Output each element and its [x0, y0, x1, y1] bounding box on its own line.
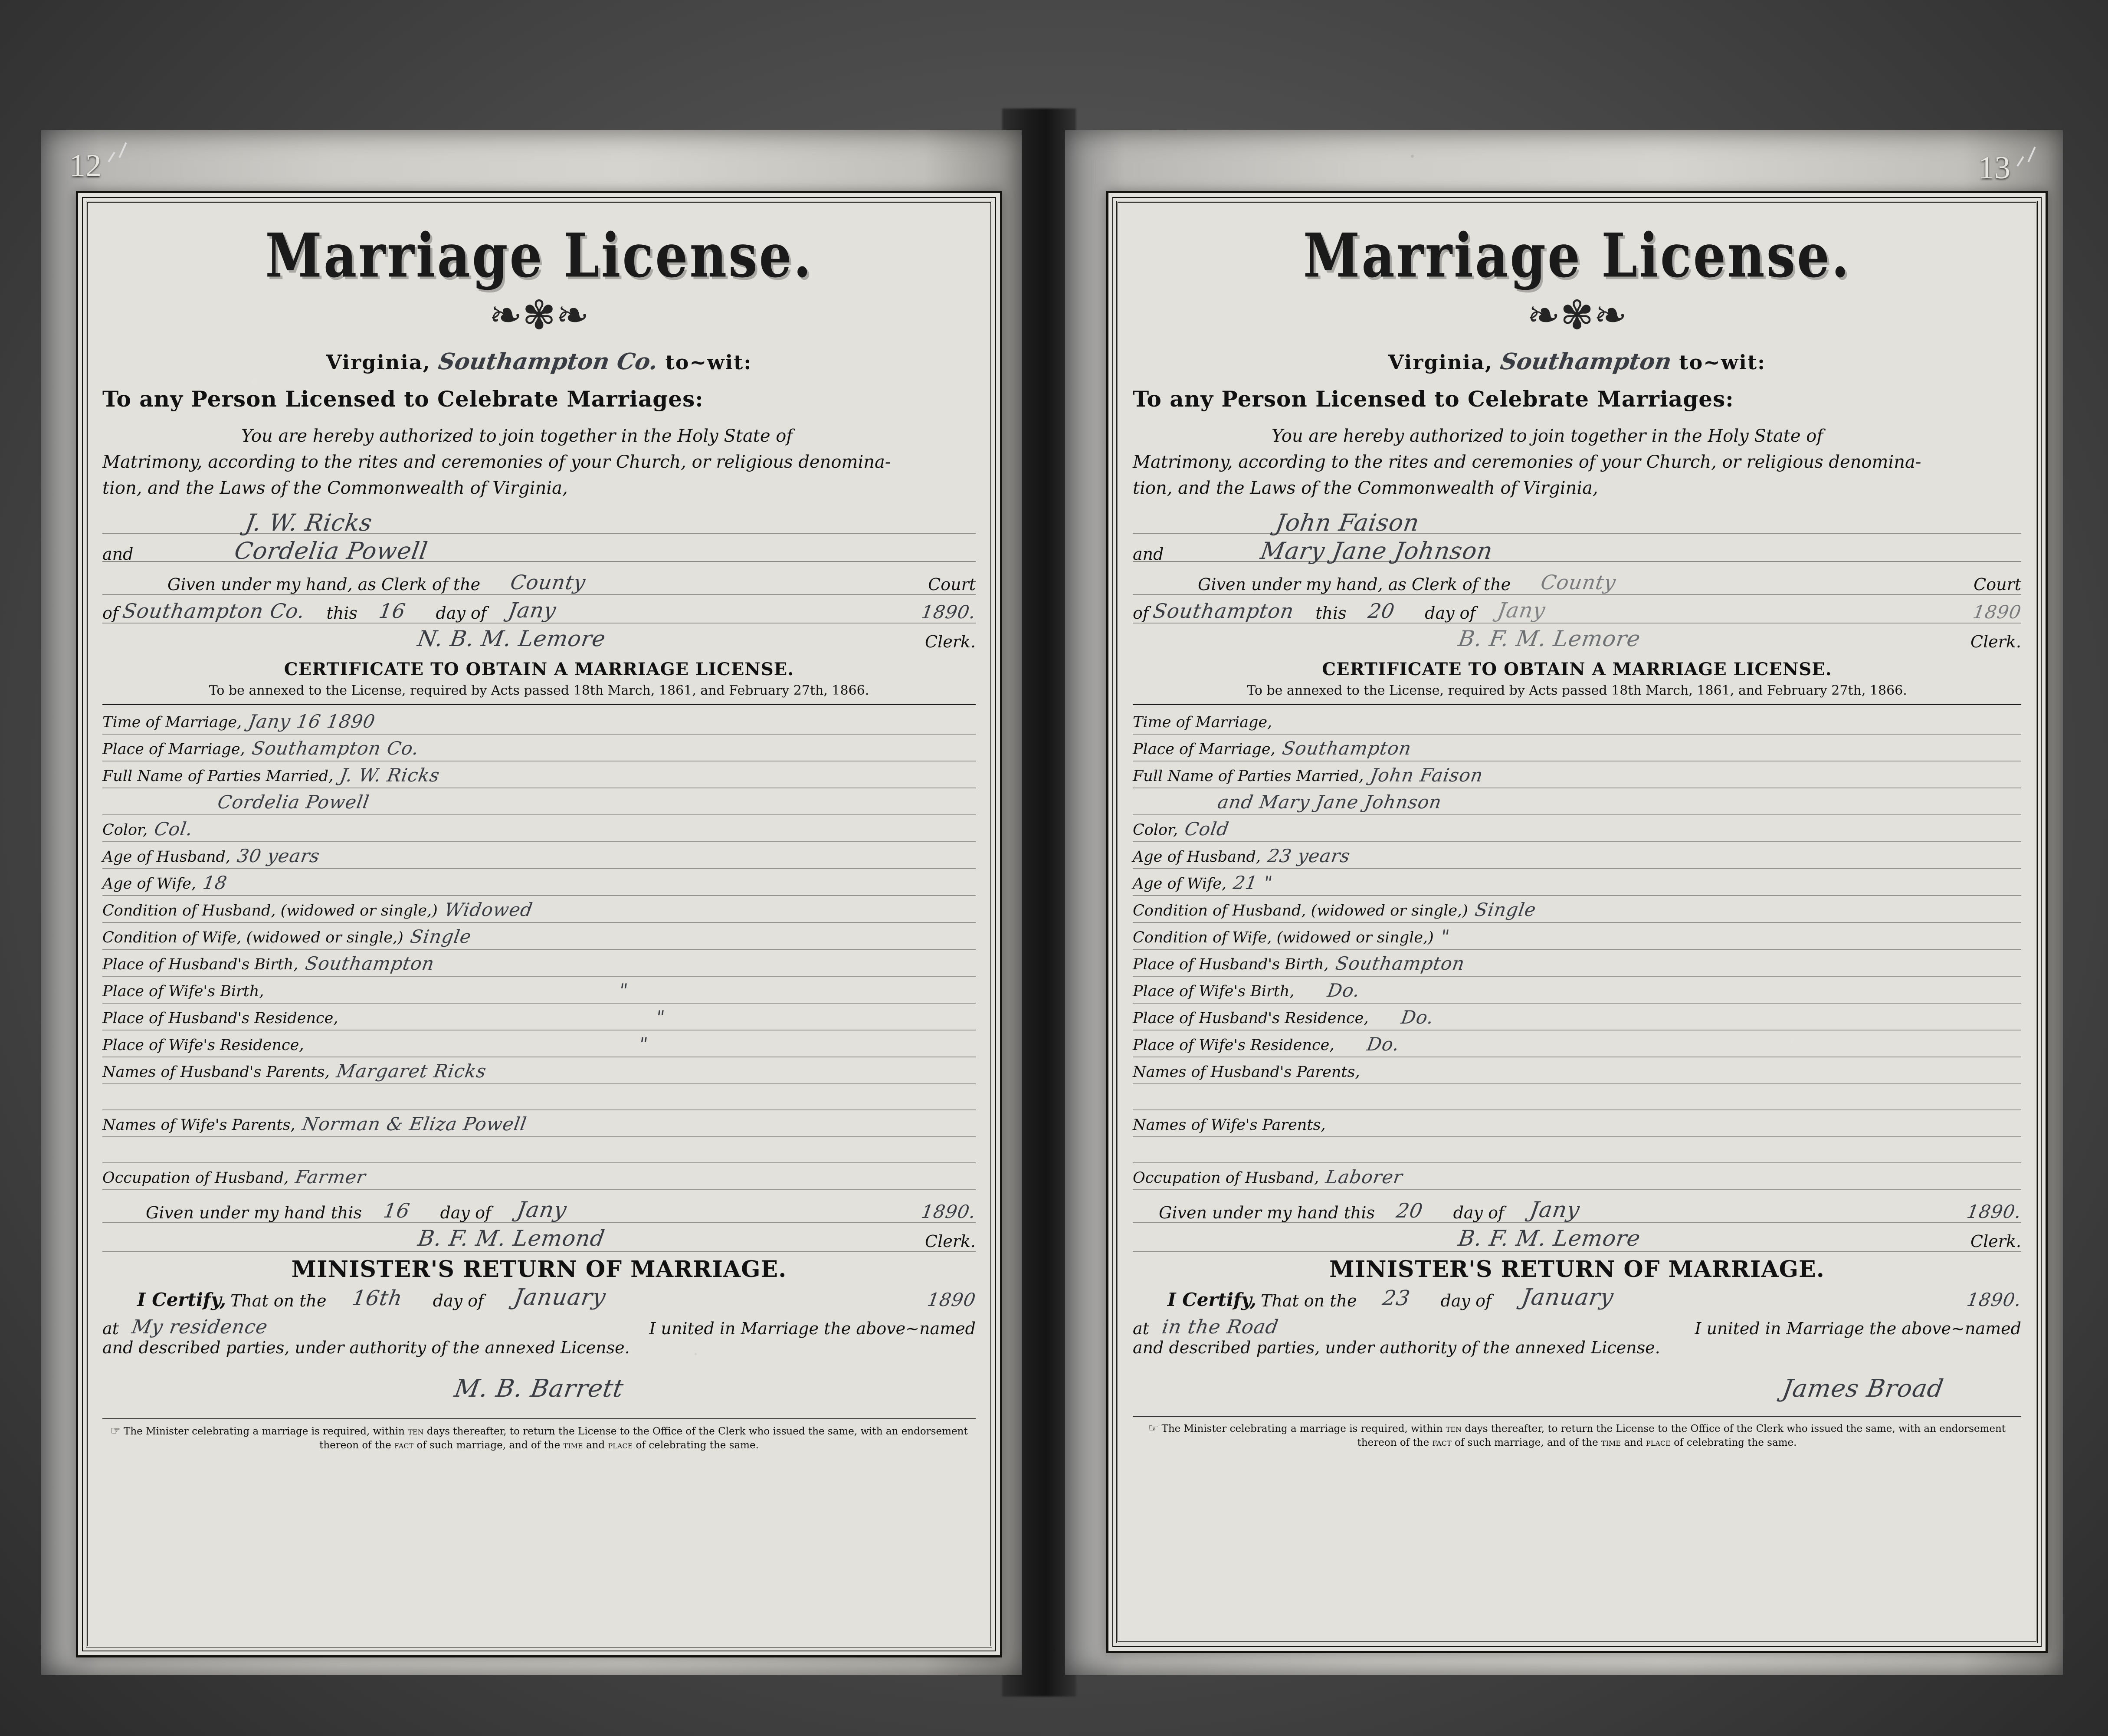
clerk-signature-right: B. F. M. Lemore [1456, 626, 1642, 651]
clerk-label-left: Clerk. [925, 632, 976, 651]
ministers-return-heading-left: MINISTER'S RETURN OF MARRIAGE. [291, 1256, 787, 1283]
value-age-husband-right: 23 years [1266, 845, 1352, 866]
return-month-right: January [1520, 1284, 1616, 1310]
minister-signature-line-right [1133, 1375, 2021, 1403]
label-parents-husband-left: Names of Husband's Parents, [102, 1063, 330, 1081]
clerk-signature-line-right [1133, 624, 2021, 651]
pointer-icon-right: ☞ [1148, 1421, 1159, 1435]
court-type-right: County [1539, 570, 1618, 594]
value-occupation-husband-left: Farmer [294, 1166, 368, 1188]
label-birth-husband-left: Place of Husband's Birth, [102, 955, 298, 973]
footnote-d-left: of such marriage, and of the [416, 1439, 561, 1451]
label-age-husband-right: Age of Husband, [1133, 848, 1261, 866]
return-year-right: 1890. [1965, 1289, 2023, 1310]
bride-name-line-right [1133, 534, 2021, 562]
value-condition-husband-left: Widowed [443, 899, 534, 920]
footnote-d-right: of such marriage, and of the [1455, 1437, 1598, 1448]
described-parties-right: and described parties, under authority of the annexed License. [1133, 1338, 1660, 1357]
row-full-names-right [1133, 762, 2021, 788]
bride-name-left: Cordelia Powell [233, 537, 430, 564]
given-under-hand-label-right: Given under my hand, as Clerk of the [1198, 574, 1511, 594]
label-condition-husband-left: Condition of Husband, (widowed or single,) [102, 902, 438, 919]
to-any-person-left: To any Person Licensed to Celebrate Marriages: [102, 386, 704, 412]
footnote-time-left: time [563, 1439, 583, 1451]
return-place-line-left [102, 1310, 976, 1338]
row-parents-wife-blank-right [1133, 1137, 2021, 1163]
cert-given-day-left: 16 [381, 1198, 412, 1222]
footnote-and-right: and [1624, 1437, 1643, 1448]
row-parents-wife-blank-left [102, 1137, 976, 1163]
row-place-of-marriage-left [102, 735, 976, 761]
license-title-left: Marriage License. [265, 220, 813, 291]
license-title-right: Marriage License. [1303, 220, 1851, 291]
groom-name-left: J. W. Ricks [243, 509, 374, 536]
row-age-husband-left [102, 843, 976, 869]
at-label-left: at [102, 1319, 119, 1338]
pointer-icon-left: ☞ [110, 1424, 121, 1437]
value-time-of-marriage-left: Jany 16 1890 [247, 710, 377, 732]
label-condition-wife-right: Condition of Wife, (widowed or single,) [1133, 929, 1434, 946]
return-day-right: 23 [1381, 1286, 1412, 1310]
cert-clerk-signature-right: B. F. M. Lemore [1456, 1225, 1642, 1251]
label-residence-husband-right: Place of Husband's Residence, [1133, 1009, 1369, 1027]
court-type-left: County [508, 570, 588, 594]
bride-name-right: Mary Jane Johnson [1259, 537, 1495, 564]
certificate-heading-right: CERTIFICATE TO OBTAIN A MARRIAGE LICENSE. [1322, 659, 1832, 679]
clerk-label-right: Clerk. [1970, 632, 2022, 651]
row-birth-husband-left [102, 951, 976, 977]
license-body-right [1133, 423, 2021, 501]
license-body-line3-right: tion, and the Laws of the Commonwealth of Virginia, [1133, 478, 1598, 498]
label-condition-husband-right: Condition of Husband, (widowed or single,) [1133, 902, 1468, 919]
label-residence-wife-right: Place of Wife's Residence, [1133, 1036, 1334, 1054]
bride-name-line-left [102, 534, 976, 562]
footnote-ten-left: ten [408, 1425, 424, 1437]
clerk-county-date-line-left [102, 595, 976, 624]
clerk-county-left: Southampton Co. [121, 599, 307, 623]
virginia-line-right [1133, 348, 2021, 375]
given-under-hand-line-left [102, 566, 976, 595]
groom-name-right: John Faison [1274, 509, 1422, 536]
label-birth-wife-left: Place of Wife's Birth, [102, 982, 264, 1000]
label-parents-wife-left: Names of Wife's Parents, [102, 1116, 295, 1134]
label-occupation-husband-right: Occupation of Husband, [1133, 1169, 1319, 1187]
folio-check-mark-left [104, 143, 130, 169]
footnote-place-left: place [608, 1439, 633, 1451]
row-parents-husband-right [1133, 1058, 2021, 1084]
row-age-wife-right [1133, 870, 2021, 896]
label-occupation-husband-left: Occupation of Husband, [102, 1169, 289, 1187]
cert-clerk-signature-left: B. F. M. Lemond [416, 1225, 607, 1251]
this-label-right: this [1315, 603, 1347, 623]
row-condition-husband-left [102, 897, 976, 923]
row-residence-wife-right [1133, 1031, 2021, 1057]
footnote-fact-left: fact [394, 1439, 414, 1451]
value-color-right: Cold [1183, 818, 1231, 840]
return-day-left: 16th [351, 1286, 405, 1310]
row-time-of-marriage-right [1133, 709, 2021, 735]
label-age-husband-left: Age of Husband, [102, 848, 231, 866]
clerk-signature-line-left [102, 624, 976, 651]
given-under-hand-label-left: Given under my hand, as Clerk of the [167, 574, 481, 594]
license-year-right: 1890 [1971, 601, 2023, 623]
row-residence-husband-right [1133, 1004, 2021, 1030]
return-day-of-label-right: day of [1440, 1291, 1492, 1310]
label-residence-wife-left: Place of Wife's Residence, [102, 1036, 304, 1054]
marriage-license-left [76, 191, 1002, 1657]
towit-label-left: to~wit: [665, 350, 752, 374]
value-condition-wife-right: " [1439, 925, 1452, 947]
footnote-a-right: The Minister celebrating a marriage is required, within [1161, 1423, 1443, 1434]
value-condition-husband-right: Single [1473, 899, 1538, 920]
cert-day-of-label-right: day of [1453, 1203, 1505, 1222]
footnote-left [102, 1424, 976, 1452]
license-body-line2-right: Matrimony, according to the rites and ceremonies of your Church, or religious denomina- [1133, 452, 1921, 472]
given-under-hand-this-label-left: Given under my hand this [146, 1203, 362, 1222]
label-place-of-marriage-left: Place of Marriage, [102, 740, 245, 758]
row-residence-husband-left [102, 1004, 976, 1030]
row-color-right [1133, 816, 2021, 842]
license-body-line3-left: tion, and the Laws of the Commonwealth of Virginia, [102, 478, 568, 498]
virginia-label-right: Virginia, [1388, 350, 1493, 374]
value-age-wife-left: 18 [201, 872, 229, 893]
right-border-inner [1112, 197, 2042, 1647]
footnote-c-right: thereon of the [1357, 1437, 1429, 1448]
cert-given-month-left: Jany [515, 1197, 569, 1222]
return-year-left: 1890 [926, 1289, 977, 1310]
of-label-left: of [102, 603, 118, 623]
value-parents-wife-left: Norman & Eliza Powell [300, 1113, 528, 1135]
row-full-names-left [102, 762, 976, 788]
divider-right [1133, 704, 2021, 705]
minister-signature-left: M. B. Barrett [452, 1374, 626, 1403]
footnote-fact-right: fact [1432, 1437, 1452, 1448]
county-value-left: Southampton Co. [436, 348, 660, 375]
label-color-left: Color, [102, 821, 148, 839]
footnote-time-right: time [1601, 1437, 1621, 1448]
i-certify-label-right: I Certify, [1167, 1289, 1256, 1310]
cert-given-year-left: 1890. [919, 1201, 977, 1222]
right-border-inner2 [1116, 201, 2038, 1643]
given-under-hand-this-line-right [1133, 1195, 2021, 1223]
label-full-names-left: Full Name of Parties Married, [102, 767, 334, 785]
folio-number-left: 12 [69, 148, 102, 184]
value-residence-wife-left: " [637, 1033, 649, 1055]
row-condition-wife-right [1133, 924, 2021, 950]
virginia-label-left: Virginia, [326, 350, 431, 374]
row-parents-wife-left [102, 1111, 976, 1137]
certificate-heading-left: CERTIFICATE TO OBTAIN A MARRIAGE LICENSE. [284, 659, 794, 679]
footer-divider-left [102, 1418, 976, 1419]
value-age-husband-left: 30 years [236, 845, 321, 866]
footnote-b-right: days thereafter, to return the License to the Office of the Clerk who issued the same, with an endorsement [1465, 1423, 2006, 1434]
value-place-of-marriage-right: Southampton [1280, 737, 1413, 759]
footnote-b-left: days thereafter, to return the License to the Office of the Clerk who issued the same, with an endorsement [426, 1425, 968, 1437]
value-condition-wife-left: Single [408, 925, 473, 947]
row-parents-husband-blank-left [102, 1084, 976, 1110]
row-occupation-husband-left [102, 1164, 976, 1190]
label-parents-wife-right: Names of Wife's Parents, [1133, 1116, 1326, 1134]
cert-given-year-right: 1890. [1965, 1201, 2023, 1222]
row-parents-wife-right [1133, 1111, 2021, 1137]
row-parents-husband-blank-right [1133, 1084, 2021, 1110]
court-label-right: Court [1974, 574, 2021, 594]
footnote-place-right: place [1646, 1437, 1671, 1448]
footnote-c-left: thereon of the [319, 1439, 391, 1451]
given-under-hand-this-label-right: Given under my hand this [1159, 1203, 1375, 1222]
cert-clerk-label-right: Clerk. [1970, 1231, 2022, 1251]
license-day-right: 20 [1366, 599, 1397, 623]
value-birth-wife-right: Do. [1325, 979, 1361, 1001]
row-birth-wife-left [102, 978, 976, 1004]
footnote-e-left: of celebrating the same. [636, 1439, 759, 1451]
county-value-right: Southampton [1498, 348, 1674, 375]
left-border-inner2 [86, 201, 992, 1647]
i-certify-line-right [1133, 1283, 2021, 1310]
label-age-wife-left: Age of Wife, [102, 875, 197, 893]
label-time-of-marriage-left: Time of Marriage, [102, 713, 242, 731]
row-birth-husband-right [1133, 951, 2021, 977]
folio-number-right: 13 [1978, 150, 2010, 186]
row-condition-husband-right [1133, 897, 2021, 923]
value-full-names-2-left: Cordelia Powell [216, 791, 371, 813]
ministers-return-heading-right: MINISTER'S RETURN OF MARRIAGE. [1329, 1256, 1825, 1283]
label-condition-wife-left: Condition of Wife, (widowed or single,) [102, 929, 403, 946]
license-day-left: 16 [377, 599, 407, 623]
value-color-left: Col. [153, 818, 195, 840]
footer-divider-right [1133, 1416, 2021, 1417]
value-full-names-1-right: John Faison [1369, 764, 1485, 786]
value-birth-husband-left: Southampton [303, 952, 436, 974]
return-place-right: in the Road [1160, 1316, 1280, 1338]
value-residence-husband-left: " [654, 1006, 667, 1028]
value-age-wife-right: 21 " [1232, 872, 1275, 893]
label-parents-husband-right: Names of Husband's Parents, [1133, 1063, 1360, 1081]
label-birth-husband-right: Place of Husband's Birth, [1133, 955, 1329, 973]
united-in-marriage-left: I united in Marriage the above~named [649, 1319, 976, 1338]
value-parents-husband-left: Margaret Ricks [334, 1060, 488, 1082]
license-month-left: Jany [506, 598, 558, 623]
ornament-icon-left: ❧✾❧ [488, 292, 590, 338]
i-certify-label-left: I Certify, [137, 1289, 226, 1310]
given-under-hand-line-right [1133, 566, 2021, 595]
footnote-a-left: The Minister celebrating a marriage is required, within [124, 1425, 405, 1437]
row-birth-wife-right [1133, 978, 2021, 1004]
this-label-left: this [326, 603, 357, 623]
clerk-county-date-line-right [1133, 595, 2021, 624]
cert-clerk-signature-line-left [102, 1223, 976, 1252]
groom-name-line-right [1133, 505, 2021, 534]
cert-clerk-label-left: Clerk. [925, 1231, 976, 1251]
and-label-left: and [102, 544, 134, 564]
i-certify-line-left [102, 1283, 976, 1310]
clerk-county-right: Southampton [1151, 599, 1296, 623]
value-full-names-1-left: J. W. Ricks [338, 764, 442, 786]
to-any-person-right: To any Person Licensed to Celebrate Marriages: [1133, 386, 1734, 412]
row-occupation-husband-right [1133, 1164, 2021, 1190]
license-body-line2-left: Matrimony, according to the rites and ceremonies of your Church, or religious denomina- [102, 452, 891, 472]
day-of-label-left: day of [436, 603, 487, 623]
folio-check-mark-right [2013, 148, 2039, 174]
ornament-icon-right: ❧✾❧ [1527, 292, 1627, 338]
divider-left [102, 704, 976, 705]
at-label-right: at [1133, 1319, 1149, 1338]
and-label-right: and [1133, 544, 1164, 564]
license-body-line1-left: You are hereby authorized to join together in the Holy State of [241, 426, 793, 446]
return-month-left: January [512, 1284, 608, 1310]
license-month-right: Jany [1495, 598, 1547, 623]
row-residence-wife-left [102, 1031, 976, 1057]
row-age-wife-left [102, 870, 976, 896]
value-residence-husband-right: Do. [1400, 1006, 1436, 1028]
marriage-license-right [1106, 191, 2048, 1653]
label-residence-husband-left: Place of Husband's Residence, [102, 1009, 338, 1027]
license-body-line1-right: You are hereby authorized to join together in the Holy State of [1272, 426, 1823, 446]
that-on-the-label-right: That on the [1260, 1291, 1357, 1310]
row-condition-wife-left [102, 924, 976, 950]
value-residence-wife-right: Do. [1365, 1033, 1401, 1055]
return-place-left: My residence [130, 1316, 269, 1338]
that-on-the-label-left: That on the [230, 1291, 327, 1310]
label-full-names-right: Full Name of Parties Married, [1133, 767, 1364, 785]
groom-name-line-left [102, 505, 976, 534]
cert-clerk-signature-line-right [1133, 1223, 2021, 1252]
footnote-and-left: and [586, 1439, 605, 1451]
value-occupation-husband-right: Laborer [1324, 1166, 1405, 1188]
label-place-of-marriage-right: Place of Marriage, [1133, 740, 1275, 758]
footnote-right [1133, 1421, 2021, 1450]
certificate-sub-left: To be annexed to the License, required by Acts passed 18th March, 1861, and February 27th, 1866. [209, 683, 869, 698]
value-place-of-marriage-left: Southampton Co. [250, 737, 420, 759]
of-label-right: of [1133, 603, 1149, 623]
minister-signature-right: James Broad [1780, 1374, 1946, 1403]
license-year-left: 1890. [919, 601, 977, 623]
certificate-sub-right: To be annexed to the License, required by Acts passed 18th March, 1861, and February 27th, 1866. [1247, 683, 1907, 698]
cert-day-of-label-left: day of [440, 1203, 492, 1222]
label-time-of-marriage-right: Time of Marriage, [1133, 713, 1272, 731]
footnote-e-right: of celebrating the same. [1674, 1437, 1797, 1448]
value-birth-husband-right: Southampton [1334, 952, 1466, 974]
minister-signature-line-left [102, 1375, 976, 1403]
value-birth-wife-left: " [617, 979, 629, 1001]
clerk-signature-left: N. B. M. Lemore [416, 626, 607, 651]
row-color-left [102, 816, 976, 842]
left-border-inner [82, 197, 996, 1651]
row-place-of-marriage-right [1133, 735, 2021, 761]
cert-given-month-right: Jany [1528, 1197, 1582, 1222]
return-place-line-right [1133, 1310, 2021, 1338]
cert-given-day-right: 20 [1394, 1198, 1425, 1222]
value-full-names-2-right: and Mary Jane Johnson [1216, 791, 1443, 813]
row-full-names-2-right [1133, 789, 2021, 815]
united-in-marriage-right: I united in Marriage the above~named [1695, 1319, 2021, 1338]
towit-label-right: to~wit: [1679, 350, 1766, 374]
footnote-ten-right: ten [1446, 1423, 1462, 1434]
row-age-husband-right [1133, 843, 2021, 869]
described-parties-left: and described parties, under authority of the annexed License. [102, 1338, 630, 1357]
virginia-line-left [102, 348, 976, 375]
label-color-right: Color, [1133, 821, 1178, 839]
label-birth-wife-right: Place of Wife's Birth, [1133, 982, 1295, 1000]
day-of-label-right: day of [1425, 603, 1476, 623]
label-age-wife-right: Age of Wife, [1133, 875, 1227, 893]
return-day-of-label-left: day of [433, 1291, 484, 1310]
row-time-of-marriage-left [102, 709, 976, 735]
row-full-names-2-left [102, 789, 976, 815]
license-body-left [102, 423, 976, 501]
row-parents-husband-left [102, 1058, 976, 1084]
court-label-left: Court [928, 574, 976, 594]
given-under-hand-this-line-left [102, 1195, 976, 1223]
